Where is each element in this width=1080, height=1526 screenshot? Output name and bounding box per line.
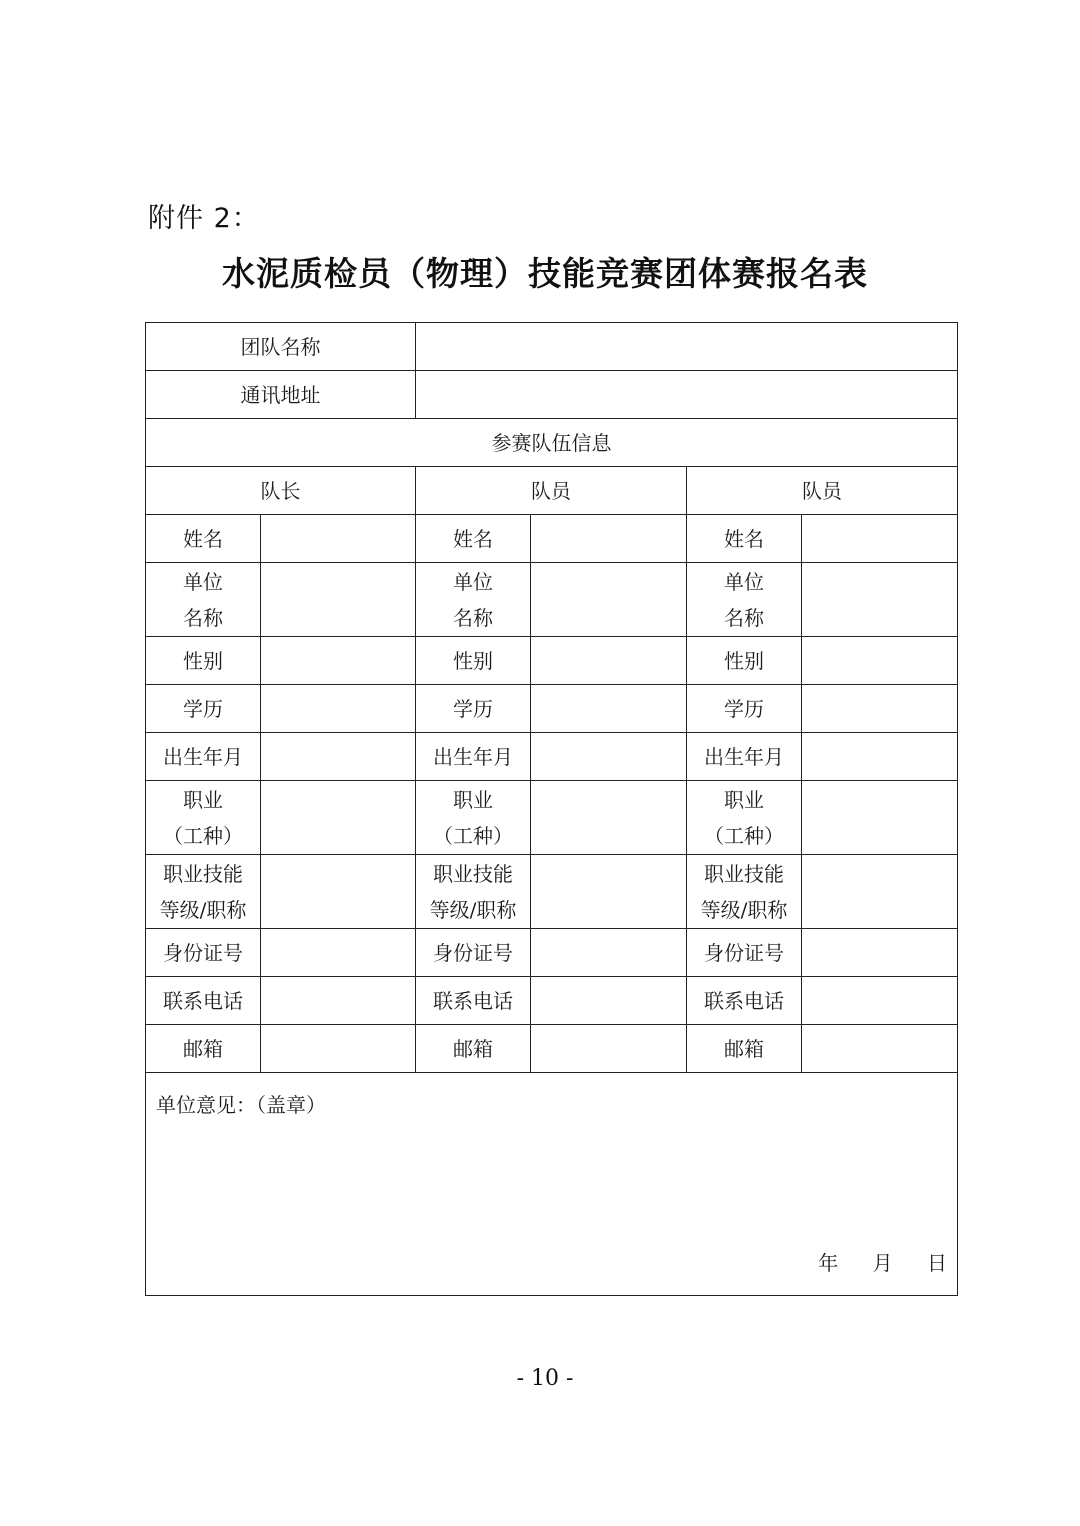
email-label: 邮箱 [416,1025,531,1073]
member1-skill-input[interactable] [531,855,687,929]
job-row [146,781,958,855]
captain-phone-input[interactable] [261,977,416,1025]
id-row [146,929,958,977]
name-label: 姓名 [146,515,261,563]
date-line: 年 月 日 [818,1251,947,1275]
unit-label-line2: 名称 [724,605,764,630]
captain-id-input[interactable] [261,929,416,977]
education-label: 学历 [416,685,531,733]
member2-id-input[interactable] [802,929,958,977]
member1-phone-input[interactable] [531,977,687,1025]
opinion-label: 单位意见：（盖章） [156,1093,326,1117]
education-label: 学历 [146,685,261,733]
job-label-line1: 职业 [453,787,493,812]
team-name-row [146,323,958,371]
member1-birth-input[interactable] [531,733,687,781]
phone-label: 联系电话 [687,977,802,1025]
column-header-member-1: 队员 [416,467,687,515]
gender-label: 性别 [687,637,802,685]
birth-label: 出生年月 [416,733,531,781]
job-label [146,781,261,855]
unit-label-line2: 名称 [453,605,493,630]
name-label: 姓名 [687,515,802,563]
unit-label-line2: 名称 [183,605,223,630]
job-label-line2: （工种） [163,823,243,848]
gender-row [146,637,958,685]
column-header-row [146,467,958,515]
member2-unit-input[interactable] [802,563,958,637]
unit-label [416,563,531,637]
member2-name-input[interactable] [802,515,958,563]
captain-unit-input[interactable] [261,563,416,637]
unit-label [687,563,802,637]
unit-row [146,563,958,637]
member2-phone-input[interactable] [802,977,958,1025]
member2-gender-input[interactable] [802,637,958,685]
skill-row [146,855,958,929]
team-address-label: 通讯地址 [146,371,416,419]
gender-label: 性别 [146,637,261,685]
email-label: 邮箱 [687,1025,802,1073]
name-label: 姓名 [416,515,531,563]
captain-email-input[interactable] [261,1025,416,1073]
education-row [146,685,958,733]
member2-skill-input[interactable] [802,855,958,929]
page-number: - 10 - [516,1366,574,1391]
team-address-input[interactable] [416,371,958,419]
column-header-captain: 队长 [146,467,416,515]
id-label: 身份证号 [416,929,531,977]
birth-label: 出生年月 [687,733,802,781]
skill-label-line1: 职业技能 [433,861,513,886]
team-address-row [146,371,958,419]
team-name-label: 团队名称 [146,323,416,371]
phone-label: 联系电话 [416,977,531,1025]
column-header-member-2: 队员 [687,467,958,515]
captain-education-input[interactable] [261,685,416,733]
birth-label: 出生年月 [146,733,261,781]
skill-label [416,855,531,929]
captain-gender-input[interactable] [261,637,416,685]
id-label: 身份证号 [687,929,802,977]
job-label [687,781,802,855]
skill-label-line2: 等级/职称 [700,897,788,922]
captain-birth-input[interactable] [261,733,416,781]
gender-label: 性别 [416,637,531,685]
phone-label: 联系电话 [146,977,261,1025]
birth-row [146,733,958,781]
form-title: 水泥质检员（物理）技能竞赛团体赛报名表 [222,254,868,293]
member1-email-input[interactable] [531,1025,687,1073]
job-label-line2: （工种） [433,823,513,848]
unit-label-line1: 单位 [453,569,493,594]
unit-label-line1: 单位 [724,569,764,594]
section-header-row [146,419,958,467]
job-label [416,781,531,855]
job-label-line1: 职业 [183,787,223,812]
skill-label-line2: 等级/职称 [159,897,247,922]
member1-name-input[interactable] [531,515,687,563]
email-row [146,1025,958,1073]
member1-unit-input[interactable] [531,563,687,637]
attachment-label: 附件 2： [148,203,260,234]
member2-education-input[interactable] [802,685,958,733]
captain-job-input[interactable] [261,781,416,855]
education-label: 学历 [687,685,802,733]
id-label: 身份证号 [146,929,261,977]
member2-birth-input[interactable] [802,733,958,781]
member1-id-input[interactable] [531,929,687,977]
member1-gender-input[interactable] [531,637,687,685]
captain-name-input[interactable] [261,515,416,563]
phone-row [146,977,958,1025]
registration-form-table [145,322,958,1296]
skill-label-line2: 等级/职称 [429,897,517,922]
job-label-line2: （工种） [704,823,784,848]
member1-job-input[interactable] [531,781,687,855]
opinion-row [146,1073,958,1296]
unit-label-line1: 单位 [183,569,223,594]
skill-label [146,855,261,929]
name-row [146,515,958,563]
section-header: 参赛队伍信息 [146,419,958,467]
skill-label [687,855,802,929]
skill-label-line1: 职业技能 [163,861,243,886]
member1-education-input[interactable] [531,685,687,733]
member2-email-input[interactable] [802,1025,958,1073]
captain-skill-input[interactable] [261,855,416,929]
opinion-cell[interactable] [146,1073,958,1296]
email-label: 邮箱 [146,1025,261,1073]
member2-job-input[interactable] [802,781,958,855]
job-label-line1: 职业 [724,787,764,812]
unit-label [146,563,261,637]
skill-label-line1: 职业技能 [704,861,784,886]
team-name-input[interactable] [416,323,958,371]
